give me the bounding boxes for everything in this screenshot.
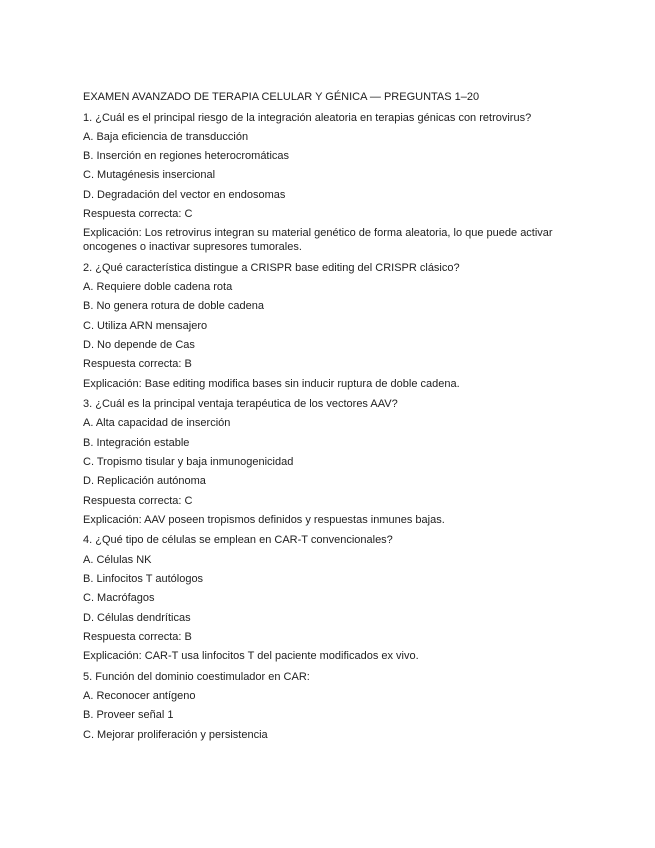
question-text: 2. ¿Qué característica distingue a CRISPR base editing del CRISPR clásico?	[83, 261, 460, 274]
question-block-2	[83, 261, 563, 391]
option-c: C. Mejorar proliferación y persistencia	[83, 728, 268, 741]
option-b: B. No genera rotura de doble cadena	[83, 300, 265, 313]
document-title: EXAMEN AVANZADO DE TERAPIA CELULAR Y GÉNICA — PREGUNTAS 1–20	[83, 91, 480, 103]
answer-line: Respuesta correcta: B	[83, 630, 192, 643]
question-text: 1. ¿Cuál es el principal riesgo de la integración aleatoria en terapias génicas con retrovirus?	[83, 111, 532, 124]
option-b: B. Linfocitos T autólogos	[83, 572, 204, 585]
option-c: C. Tropismo tisular y baja inmunogenicidad	[83, 455, 294, 468]
explanation-text: Explicación: Los retrovirus integran su material genético de forma aleatoria, lo que puede activar oncogenes o inactivar supresores tumorales.	[83, 227, 553, 254]
explanation-text: Explicación: CAR-T usa linfocitos T del paciente modificados ex vivo.	[83, 650, 419, 663]
option-d: D. Degradación del vector en endosomas	[83, 188, 286, 201]
option-d: D. No depende de Cas	[83, 338, 195, 351]
option-c: C. Mutagénesis insercional	[83, 169, 216, 182]
answer-line: Respuesta correcta: C	[83, 494, 193, 507]
answer-line: Respuesta correcta: B	[83, 358, 192, 371]
question-text: 3. ¿Cuál es la principal ventaja terapéutica de los vectores AAV?	[83, 398, 398, 411]
option-b: B. Proveer señal 1	[83, 709, 174, 722]
question-text: 5. Función del dominio coestimulador en CAR:	[83, 670, 310, 683]
explanation-text: Explicación: Base editing modifica bases sin inducir ruptura de doble cadena.	[83, 377, 460, 390]
option-d: D. Células dendríticas	[83, 611, 191, 624]
option-a: A. Reconocer antígeno	[83, 689, 196, 702]
document-content	[83, 90, 563, 747]
question-block-5	[83, 670, 563, 742]
option-a: A. Alta capacidad de inserción	[83, 417, 231, 430]
option-a: A. Células NK	[83, 553, 152, 566]
question-text: 4. ¿Qué tipo de células se emplean en CAR-T convencionales?	[83, 534, 393, 547]
option-a: A. Requiere doble cadena rota	[83, 281, 233, 294]
question-block-1	[83, 111, 563, 255]
option-a: A. Baja eficiencia de transducción	[83, 130, 249, 143]
question-block-4	[83, 533, 563, 663]
option-b: B. Integración estable	[83, 436, 190, 449]
option-d: D. Replicación autónoma	[83, 475, 206, 488]
answer-line: Respuesta correcta: C	[83, 207, 193, 220]
question-block-3	[83, 397, 563, 527]
option-c: C. Macrófagos	[83, 592, 155, 605]
explanation-text: Explicación: AAV poseen tropismos definidos y respuestas inmunes bajas.	[83, 513, 445, 526]
option-b: B. Inserción en regiones heterocromáticas	[83, 150, 290, 163]
option-c: C. Utiliza ARN mensajero	[83, 319, 208, 332]
